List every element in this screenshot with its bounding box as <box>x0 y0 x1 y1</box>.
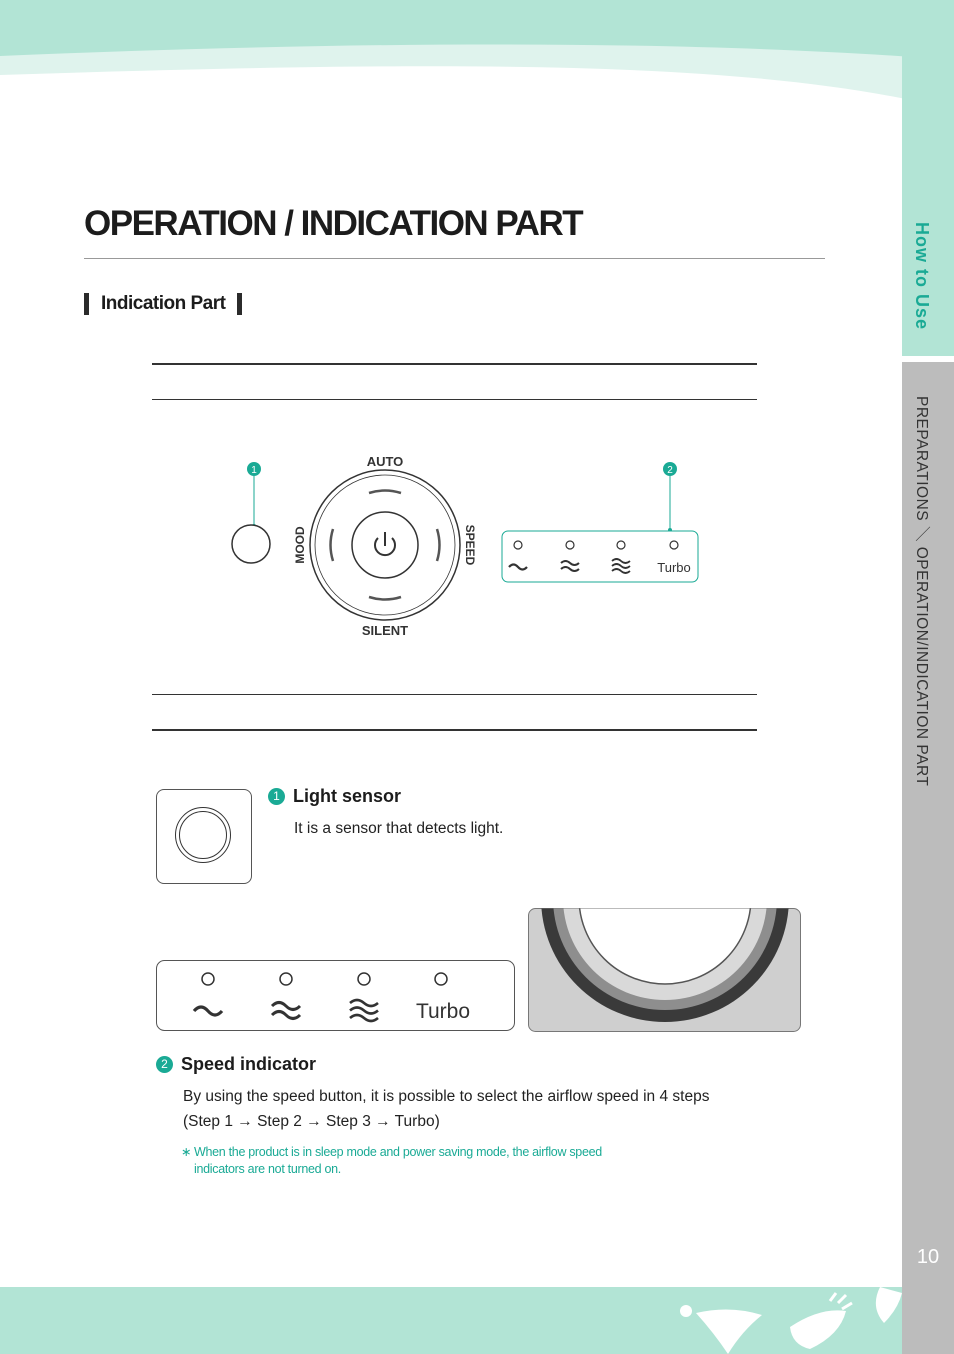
diagram-rule-bottom-inner <box>152 694 757 695</box>
light-sensor-inner-ring <box>179 811 227 859</box>
diagram-rule-bottom <box>152 729 757 731</box>
speed-panel-large <box>156 960 516 1032</box>
speed-indicator-photo <box>528 908 801 1032</box>
item-1-title: Light sensor <box>293 786 402 806</box>
title-divider <box>84 258 825 259</box>
speed-panel-small <box>502 531 698 582</box>
speed-turbo-label-small: Turbo <box>657 560 691 575</box>
item-2-badge: 2 <box>156 1056 173 1073</box>
item-2-note-line-1: When the product is in sleep mode and power saving mode, the airflow speed <box>194 1145 602 1159</box>
control-panel-diagram <box>200 440 720 650</box>
dial-label-speed: SPEED <box>463 524 477 566</box>
callout-2 <box>663 462 677 532</box>
control-dial <box>293 454 477 638</box>
diagram-rule-top <box>152 363 757 365</box>
heading-bar-right <box>237 293 242 315</box>
diagram-rule-top-inner <box>152 399 757 400</box>
top-decorative-band <box>0 0 954 110</box>
speed-turbo-label-large: Turbo <box>415 1000 471 1023</box>
leaf-decoration-icon <box>670 1287 902 1354</box>
sidebar-tab-label: How to Use <box>912 222 932 331</box>
speed-led-4 <box>670 541 678 549</box>
item-2-heading <box>156 1054 316 1075</box>
item-2-description-line-1: By using the speed button, it is possible to select the airflow speed in 4 steps <box>183 1088 710 1105</box>
dial-label-silent: SILENT <box>361 623 409 638</box>
page-title: OPERATION / INDICATION PART <box>84 204 583 243</box>
speed-led-large-1 <box>202 973 214 985</box>
item-1-badge: 1 <box>268 788 285 805</box>
speed-led-3 <box>617 541 625 549</box>
item-2-note-line-2: indicators are not turned on. <box>194 1162 341 1176</box>
speed-led-large-4 <box>435 973 447 985</box>
speed-led-large-2 <box>280 973 292 985</box>
item-1-description: It is a sensor that detects light. <box>294 820 504 837</box>
callout-1 <box>247 462 261 528</box>
dial-label-auto: AUTO <box>366 454 404 469</box>
speed-led-2 <box>566 541 574 549</box>
callout-1-number: 1 <box>251 465 257 476</box>
item-1-heading <box>268 786 401 807</box>
dial-label-mood: MOOD <box>293 526 307 564</box>
speed-led-1 <box>514 541 522 549</box>
item-2-description-line-2: (Step 1 → Step 2 → Step 3 → Turbo) <box>183 1113 440 1130</box>
callout-2-number: 2 <box>667 465 673 476</box>
speed-led-large-3 <box>358 973 370 985</box>
item-2-title: Speed indicator <box>181 1054 317 1074</box>
page-number: 10 <box>916 1246 940 1268</box>
heading-bar-left <box>84 293 89 315</box>
item-2-note-mark: ∗ <box>181 1145 192 1159</box>
section-heading-text: Indication Part <box>101 293 226 314</box>
sidebar-section-path: PREPARATIONS ／ OPERATION/INDICATION PART <box>913 396 930 787</box>
section-heading <box>84 292 242 316</box>
light-sensor-photo <box>156 789 252 884</box>
light-sensor-circle <box>232 525 270 563</box>
